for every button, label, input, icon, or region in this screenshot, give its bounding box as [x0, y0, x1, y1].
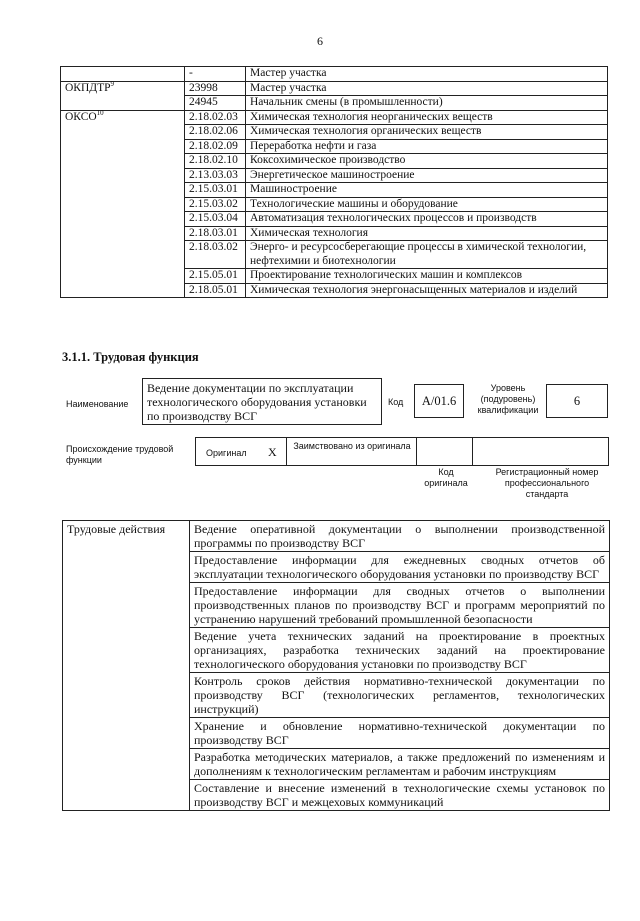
classifier-group-cell: [61, 283, 185, 298]
classifier-group-cell: [61, 212, 185, 227]
name-label: Наименование: [66, 399, 129, 409]
classifier-group-name: ОКСО: [65, 110, 97, 123]
table-row: [61, 226, 608, 241]
table-row: [61, 125, 608, 140]
classifier-code: -: [185, 67, 246, 82]
classifier-group-cell: [61, 81, 185, 96]
classifier-title: Химическая технология органических веществ: [246, 125, 608, 140]
table-row: [61, 197, 608, 212]
classifier-group-cell: [61, 154, 185, 169]
table-row: [61, 67, 608, 82]
labor-actions-table: [62, 520, 610, 811]
classifier-group-name: ОКПДТР: [65, 81, 111, 94]
labor-action-item: Ведение оперативной документации о выполнении производственной программы по производству ВСГ: [190, 521, 610, 552]
classifier-code: 2.18.03.01: [185, 226, 246, 241]
origin-divider: [416, 438, 417, 465]
page-number: 6: [317, 34, 323, 48]
classifier-title: Мастер участка: [246, 81, 608, 96]
labor-action-item: Контроль сроков действия нормативно-технической документации по производству ВСГ (технологических регламентов, технологических инструкций): [190, 673, 610, 718]
function-code-value: А/01.6: [414, 384, 464, 418]
borrowed-label: Заимствовано из оригинала: [293, 441, 411, 451]
code-label: Код: [388, 397, 404, 407]
classifier-title: Химическая технология энергонасыщенных материалов и изделий: [246, 283, 608, 298]
classifier-title: Химическая технология неорганических веществ: [246, 110, 608, 125]
classifier-code: 23998: [185, 81, 246, 96]
classifier-group-cell: [61, 96, 185, 111]
labor-action-item: Хранение и обновление нормативно-технической документации по производству ВСГ: [190, 718, 610, 749]
section-title: 3.1.1. Трудовая функция: [62, 350, 199, 364]
labor-action-item: Составление и внесение изменений в технологические схемы установок по производству ВСГ и межцеховых коммуникаций: [190, 780, 610, 811]
table-row: [61, 96, 608, 111]
classifier-title: Химическая технология: [246, 226, 608, 241]
labor-action-item: Ведение учета технических заданий на проектирование в проектных организациях, разработка технических заданий на проектирование технологического оборудования установки по производству ВСГ: [190, 628, 610, 673]
classifier-title: Проектирование технологических машин и комплексов: [246, 269, 608, 284]
labor-actions-label: Трудовые действия: [63, 521, 190, 811]
classifier-code: 2.18.02.06: [185, 125, 246, 140]
footnote-ref: 10: [96, 108, 104, 117]
classifier-code: 2.15.03.04: [185, 212, 246, 227]
classifier-code: 2.18.02.10: [185, 154, 246, 169]
classifier-title: Коксохимическое производство: [246, 154, 608, 169]
classifier-title: Переработка нефти и газа: [246, 139, 608, 154]
classifier-code: 2.18.02.09: [185, 139, 246, 154]
table-row: [63, 521, 610, 552]
classifier-codes-table: [60, 66, 608, 298]
labor-action-item: Предоставление информации для сводных отчетов о выполнении производственных планов по производству ВСГ и программ мероприятий по устранению нарушений требований промышленной безопасности: [190, 583, 610, 628]
labor-action-item: Предоставление информации для ежедневных сводных отчетов об эксплуатации технологического оборудования установки по производству ВСГ: [190, 552, 610, 583]
origin-label: Происхождение трудовой функции: [66, 444, 174, 465]
classifier-code: 2.18.02.03: [185, 110, 246, 125]
table-row: [61, 154, 608, 169]
classifier-title: Энергетическое машиностроение: [246, 168, 608, 183]
classifier-code: 2.18.05.01: [185, 283, 246, 298]
original-mark: X: [268, 445, 277, 459]
classifier-group-cell: [61, 125, 185, 140]
original-label: Оригинал: [206, 448, 247, 458]
table-row: [61, 168, 608, 183]
table-row: [61, 212, 608, 227]
classifier-group-cell: [61, 110, 185, 125]
qualification-level-value: 6: [546, 384, 608, 418]
table-row: [61, 283, 608, 298]
table-row: [61, 139, 608, 154]
registration-number-caption: Регистрационный номер профессионального стандарта: [495, 467, 599, 499]
origin-box: [195, 437, 609, 466]
origin-divider: [472, 438, 473, 465]
labor-action-item: Разработка методических материалов, а также предложений по изменениям и дополнениям к технологическим регламентам и рабочим инструкциям: [190, 749, 610, 780]
table-row: [61, 241, 608, 269]
classifier-code: 2.15.03.02: [185, 197, 246, 212]
table-row: [61, 81, 608, 96]
classifier-code: 2.13.03.03: [185, 168, 246, 183]
classifier-code: 2.18.03.02: [185, 241, 246, 269]
table-row: [61, 110, 608, 125]
code-original-caption: Код оригинала: [424, 467, 468, 488]
classifier-group-cell: [61, 226, 185, 241]
classifier-title: Энерго- и ресурсосберегающие процессы в химической технологии, нефтехимии и биотехнологии: [246, 241, 608, 269]
footnote-ref: 9: [110, 79, 115, 88]
classifier-group-cell: [61, 269, 185, 284]
origin-divider: [286, 438, 287, 465]
classifier-title: Мастер участка: [246, 67, 608, 82]
table-row: [61, 269, 608, 284]
classifier-group-cell: [61, 183, 185, 198]
classifier-group-cell: [61, 197, 185, 212]
classifier-title: Начальник смены (в промышленности): [246, 96, 608, 111]
classifier-group-cell: [61, 67, 185, 82]
classifier-title: Технологические машины и оборудование: [246, 197, 608, 212]
classifier-title: Машиностроение: [246, 183, 608, 198]
classifier-group-cell: [61, 168, 185, 183]
table-row: [61, 183, 608, 198]
classifier-code: 2.15.05.01: [185, 269, 246, 284]
classifier-code: 2.15.03.01: [185, 183, 246, 198]
qualification-level-label: Уровень (подуровень) квалификации: [477, 383, 539, 415]
classifier-title: Автоматизация технологических процессов и производств: [246, 212, 608, 227]
classifier-group-cell: [61, 241, 185, 269]
function-name-value: Ведение документации по эксплуатации технологического оборудования установки по производству ВСГ: [142, 378, 382, 425]
classifier-group-cell: [61, 139, 185, 154]
classifier-code: 24945: [185, 96, 246, 111]
